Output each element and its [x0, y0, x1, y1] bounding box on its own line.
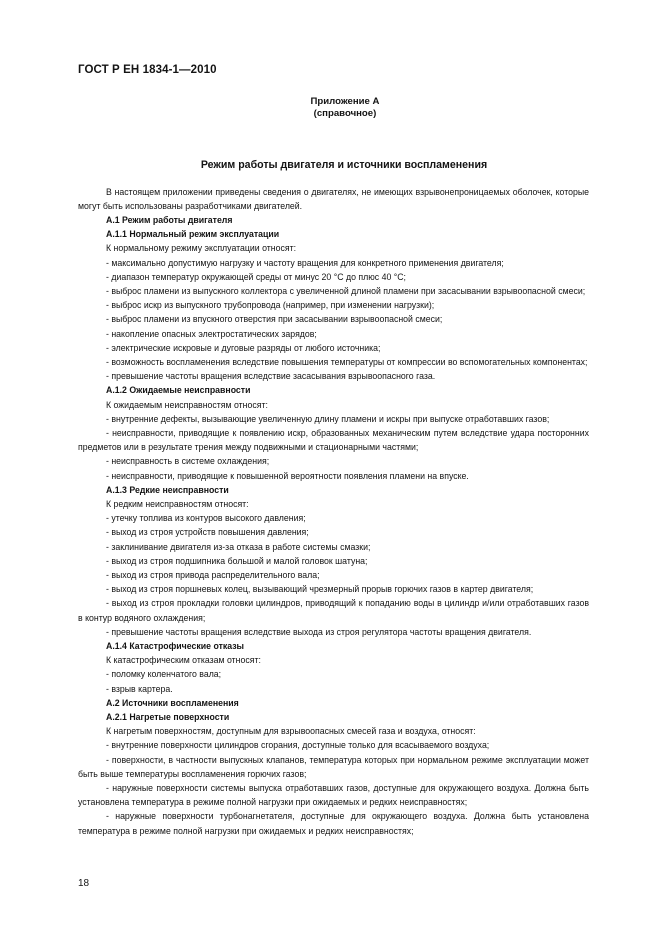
list-item: - внутренние поверхности цилиндров сгорания, доступные только для всасываемого воздуха; — [106, 740, 490, 751]
list-item: - диапазон температур окружающей среды от минус 20 °С до плюс 40 °С; — [106, 271, 406, 282]
subsection-heading-a21: А.2.1 Нагретые поверхности — [106, 712, 230, 723]
list-item: - выброс искр из выпускного трубопровода (например, при изменении нагрузки); — [106, 300, 435, 311]
list-item: - поверхности, в частности выпускных клапанов, температура которых при нормальном режиме эксплуатации может быть выше температуры воспламенения горючих газов; — [78, 754, 589, 779]
list-item: - выход из строя привода распределительного вала; — [106, 569, 320, 580]
paragraph: К нормальному режиму эксплуатации относят: — [106, 243, 297, 254]
list-item: - выброс пламени из выпускного коллектора с увеличенной длиной пламени при засасывании взрывоопасной смеси; — [106, 285, 586, 296]
annex-subtitle: (справочное) — [313, 108, 377, 119]
list-item: - превышение частоты вращения вследствие выхода из строя регулятора частоты вращения двигателя. — [106, 626, 532, 637]
list-item: - электрические искровые и дуговые разряды от любого источника; — [106, 342, 381, 353]
list-item: - возможность воспламенения вследствие повышения температуры от компрессии во вспомогательных компонентах; — [106, 356, 588, 367]
annex-title: Приложение А — [310, 96, 380, 107]
list-item: - неисправности, приводящие к повышенной вероятности появления пламени на впуске. — [106, 470, 469, 481]
list-item: - выброс пламени из впускного отверстия при засасывании взрывоопасной смеси; — [106, 314, 443, 325]
list-item: - максимально допустимую нагрузку и частоту вращения для конкретного применения двигателя; — [106, 257, 504, 268]
paragraph: К ожидаемым неисправностям относят: — [106, 399, 268, 410]
annex-heading — [260, 96, 430, 120]
list-item: - взрыв картера. — [106, 683, 173, 694]
list-item: - наружные поверхности турбонагнетателя, доступные для окружающего воздуха. Должна быть установлена температура в режиме полной нагрузки при ожидаемых и редких неисправностях; — [78, 811, 589, 836]
document-header: ГОСТ Р ЕН 1834-1—2010 — [78, 64, 217, 76]
list-item: - превышение частоты вращения вследствие засасывания взрывоопасного газа. — [106, 371, 436, 382]
subsection-heading-a11: А.1.1 Нормальный режим эксплуатации — [106, 229, 280, 240]
section-heading-a2: А.2 Источники воспламенения — [106, 697, 239, 708]
section-title: Режим работы двигателя и источники воспламенения — [200, 159, 488, 171]
subsection-heading-a13: А.1.3 Редкие неисправности — [106, 484, 229, 495]
list-item: - внутренние дефекты, вызывающие увеличенную длину пламени и искры при выпуске отработавших газов; — [106, 413, 550, 424]
list-item: - выход из строя подшипника большой и малой головок шатуна; — [106, 555, 368, 566]
list-item: - выход из строя прокладки головки цилиндров, приводящий к попаданию воды в цилиндр и/или отработавших газов в контур водяного охлаждения; — [78, 598, 589, 623]
paragraph: К катастрофическим отказам относят: — [106, 655, 261, 666]
subsection-heading-a14: А.1.4 Катастрофические отказы — [106, 641, 245, 651]
list-item: - наружные поверхности системы выпуска отработавших газов, доступные для окружающего воздуха. Должна быть установлена температура в режиме полной нагрузки при ожидаемых и редких неисправностях; — [78, 783, 589, 808]
intro-paragraph: В настоящем приложении приведены сведения о двигателях, не имеющих взрывонепроницаемых оболочек, которые могут быть использованы разработчиками двигателей. — [78, 186, 589, 211]
list-item: - поломку коленчатого вала; — [106, 669, 222, 680]
list-item: - неисправность в системе охлаждения; — [106, 456, 270, 467]
list-item: - заклинивание двигателя из-за отказа в работе системы смазки; — [106, 541, 371, 552]
list-item: - накопление опасных электростатических зарядов; — [106, 328, 317, 339]
list-item: - выход из строя поршневых колец, вызывающий чрезмерный прорыв горючих газов в картер двигателя; — [106, 584, 534, 595]
subsection-heading-a12: А.1.2 Ожидаемые неисправности — [106, 385, 251, 396]
document-body — [78, 185, 589, 838]
section-heading-a1: А.1 Режим работы двигателя — [106, 214, 233, 225]
paragraph: К нагретым поверхностям, доступным для взрывоопасных смесей газа и воздуха, относят: — [106, 726, 476, 737]
list-item: - неисправности, приводящие к появлению искр, образованных механическим путем вследствие удара посторонних предметов или в результате трения между подвижными и стационарными частями; — [78, 427, 589, 453]
list-item: - утечку топлива из контуров высокого давления; — [106, 513, 306, 524]
page-number: 18 — [78, 878, 90, 889]
paragraph: К редким неисправностям относят: — [106, 498, 249, 509]
list-item: - выход из строя устройств повышения давления; — [106, 527, 309, 538]
